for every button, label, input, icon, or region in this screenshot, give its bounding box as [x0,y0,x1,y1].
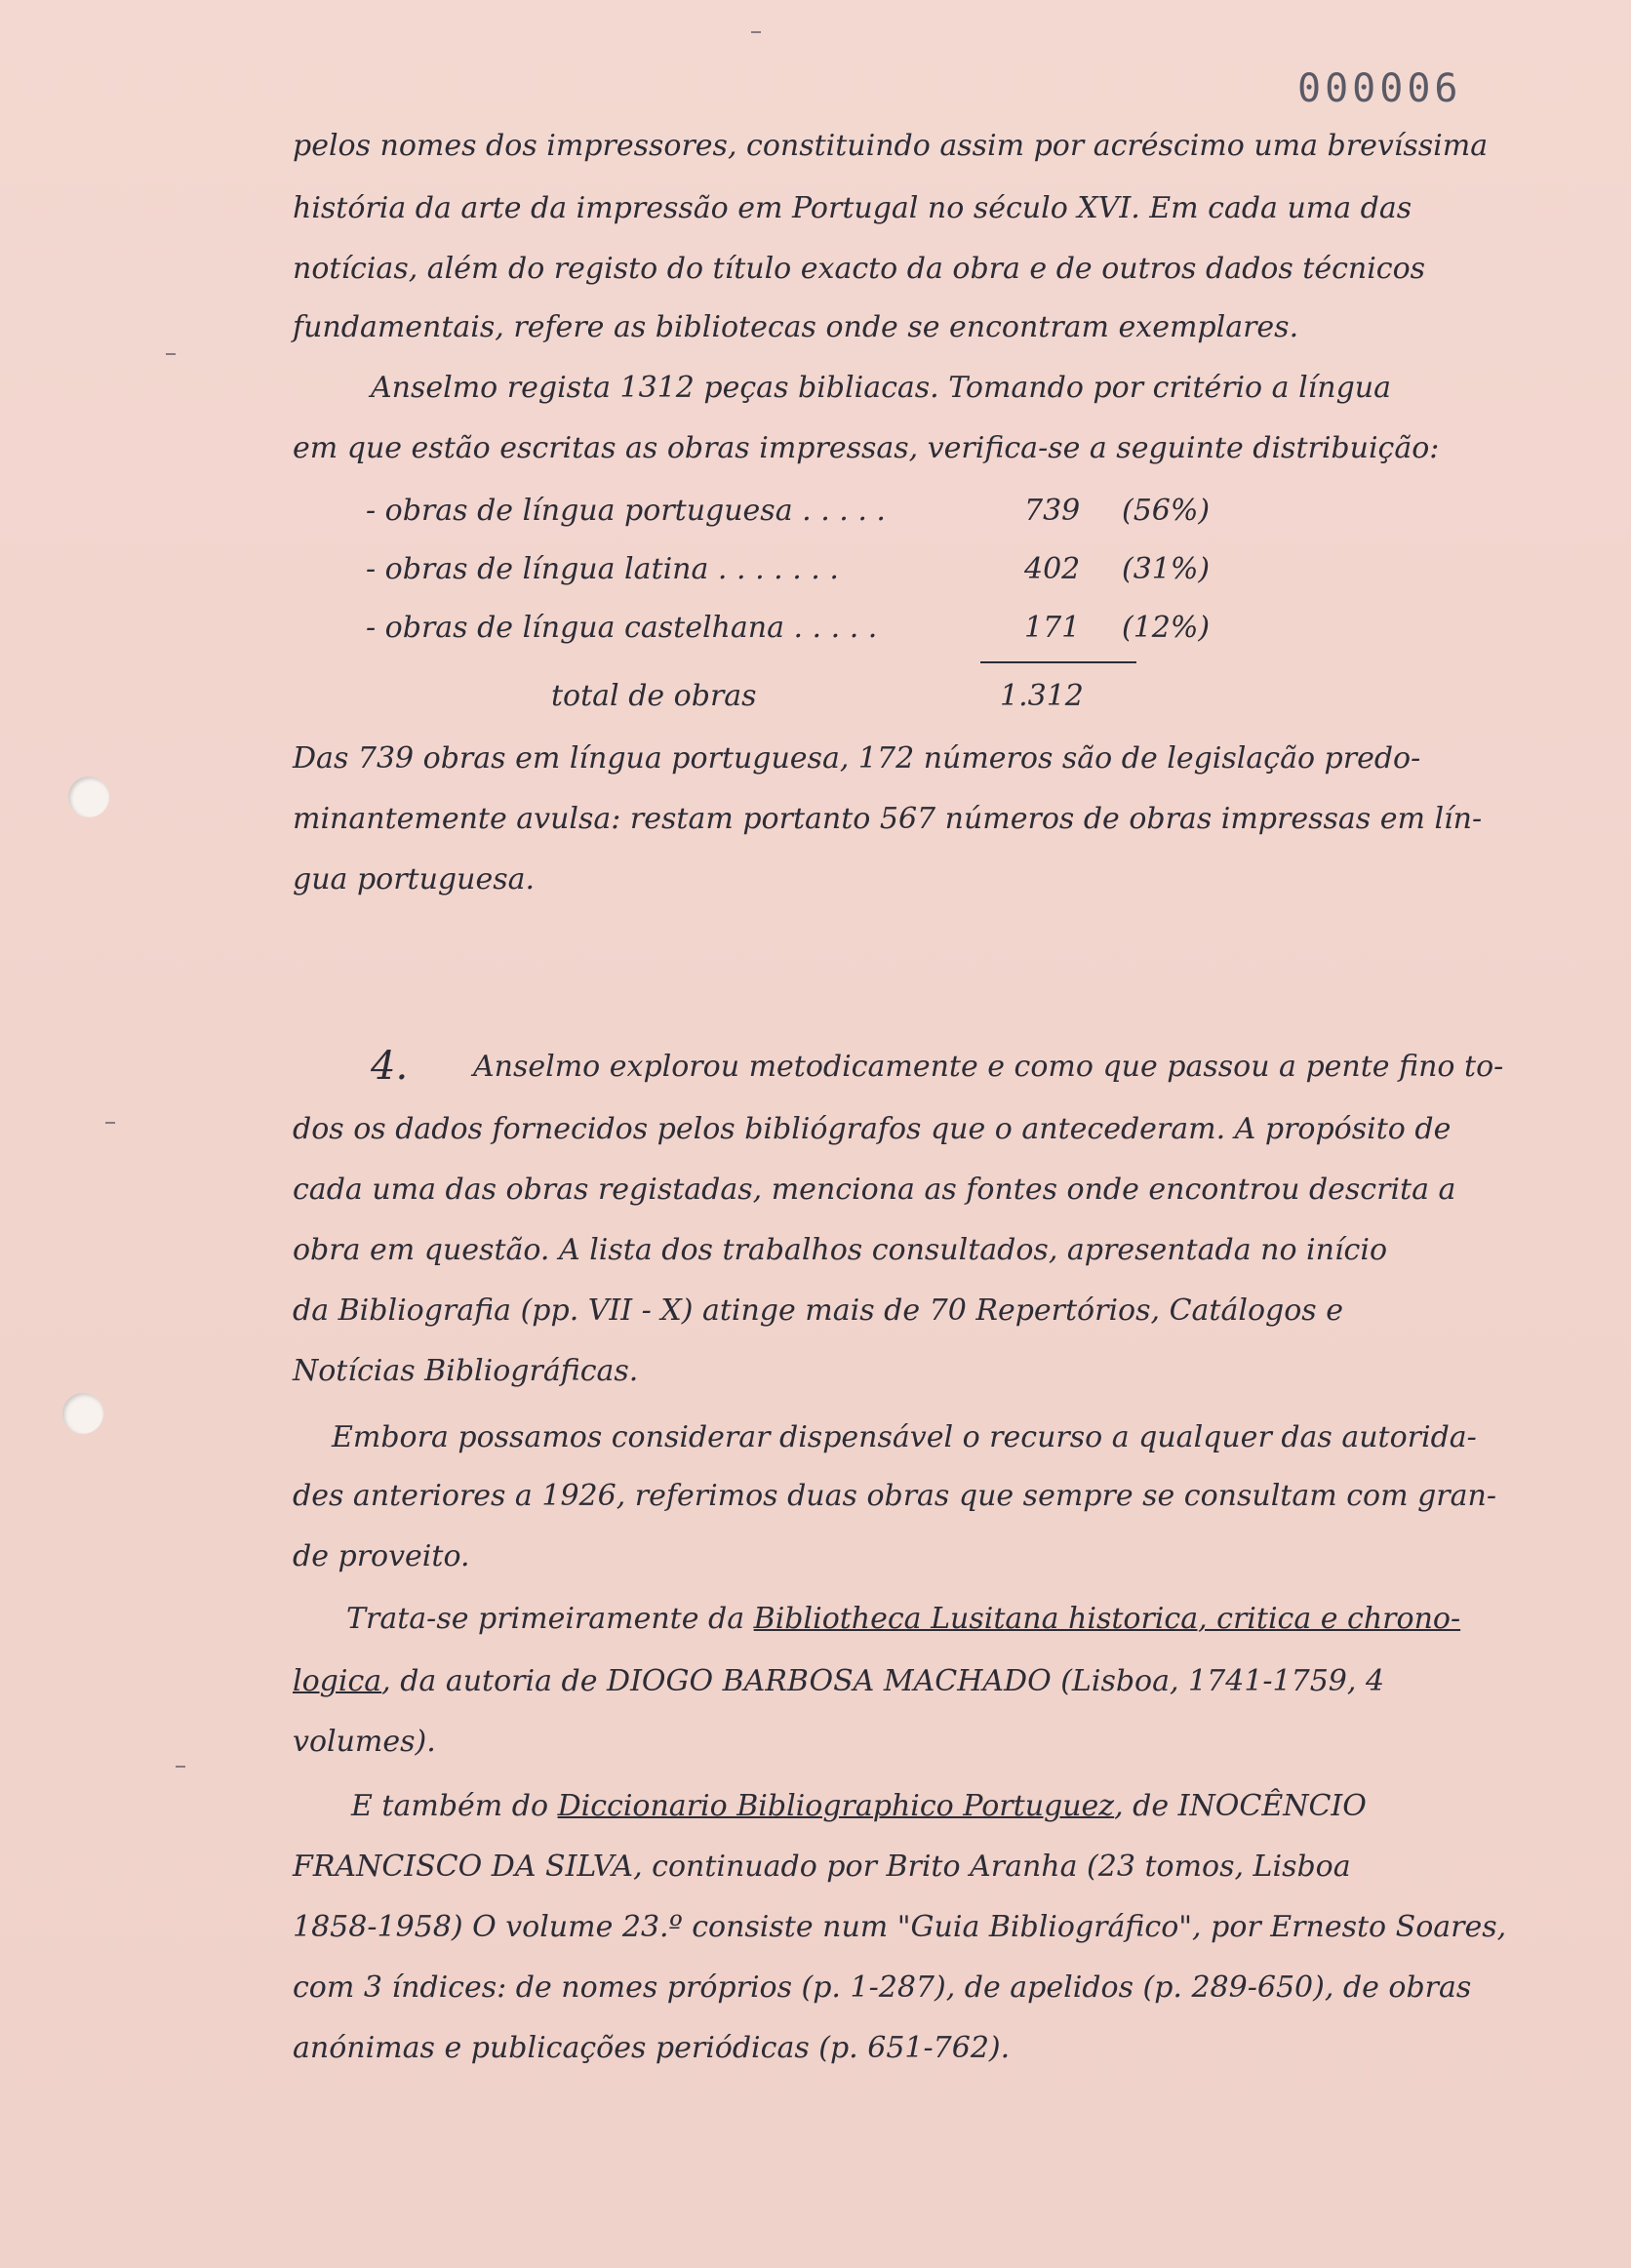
text-fragment: E também do [351,1789,558,1823]
text-line: história da arte da impressão em Portugal no século XVI. Em cada uma das [293,191,1412,225]
distribution-label: - obras de língua latina . . . . . . . [366,552,839,586]
text-line: 1858-1958) O volume 23.º consiste num "Guia Bibliográfico", por Ernesto Soares, [293,1910,1507,1944]
text-line: de proveito. [293,1539,470,1573]
distribution-label: - obras de língua portuguesa . . . . . [366,494,886,528]
text-line: obra em questão. A lista dos trabalhos consultados, apresentada no início [293,1233,1388,1267]
distribution-percent: (12%) [1122,611,1211,645]
distribution-count: 402 [1024,552,1081,586]
text-line: Notícias Bibliográficas. [293,1354,639,1388]
page-number: 000006 [1297,66,1462,111]
punch-hole-lower [62,1393,103,1434]
section-number: 4. [371,1044,409,1089]
text-line: gua portuguesa. [293,862,536,896]
text-line: da Bibliografia (pp. VII - X) atinge mais de 70 Repertórios, Catálogos e [293,1293,1343,1328]
text-line: com 3 índices: de nomes próprios (p. 1-287), de apelidos (p. 289-650), de obras [293,1970,1472,2005]
text-line: Anselmo regista 1312 peças bibliacas. Tomando por critério a língua [371,371,1392,405]
text-line: FRANCISCO DA SILVA, continuado por Brito Aranha (23 tomos, Lisboa [293,1850,1351,1884]
text-line: pelos nomes dos impressores, constituindo assim por acréscimo uma brevíssima [293,129,1489,163]
text-fragment: Trata-se primeiramente da [346,1602,754,1636]
distribution-count: 171 [1024,611,1081,645]
text-line: Das 739 obras em língua portuguesa, 172 números são de legislação predo- [293,741,1421,776]
text-line: dos os dados fornecidos pelos bibliógrafos que o antecederam. A propósito de [293,1112,1452,1146]
distribution-count: 739 [1024,494,1081,528]
text-line [346,1602,1460,1636]
sum-rule [980,661,1136,663]
book-title: logica [293,1664,382,1698]
total-count: 1.312 [1000,679,1084,713]
text-line: volumes). [293,1725,436,1759]
text-line: minantemente avulsa: restam portanto 567 números de obras impressas em lín- [293,802,1483,836]
text-line: cada uma das obras registadas, menciona as fontes onde encontrou descrita a [293,1173,1456,1207]
text-line: em que estão escritas as obras impressas, verifica-se a seguinte distribuição: [293,431,1440,465]
text-line: notícias, além do registo do título exacto da obra e de outros dados técnicos [293,252,1426,286]
page-mark [166,353,176,355]
distribution-percent: (31%) [1122,552,1211,586]
text-line [351,1789,1367,1823]
text-fragment: , da autoria de DIOGO BARBOSA MACHADO (Lisboa, 1741-1759, 4 [381,1664,1385,1698]
text-line: Embora possamos considerar dispensável o recurso a qualquer das autorida- [332,1420,1477,1454]
distribution-label: - obras de língua castelhana . . . . . [366,611,878,645]
text-fragment: , de INOCÊNCIO [1114,1789,1367,1823]
page-mark [176,1766,185,1768]
text-line: Anselmo explorou metodicamente e como que passou a pente fino to- [473,1050,1504,1084]
page-mark [105,1122,115,1124]
total-label: total de obras [551,679,757,713]
punch-hole-upper [68,776,109,817]
text-line: fundamentais, refere as bibliotecas onde se encontram exemplares. [293,310,1299,344]
book-title: Diccionario Bibliographico Portuguez [557,1789,1115,1823]
text-line: anónimas e publicações periódicas (p. 651-762). [293,2031,1011,2065]
distribution-percent: (56%) [1122,494,1211,528]
page-mark [751,31,761,33]
book-title: Bibliotheca Lusitana historica, critica e chrono- [753,1602,1461,1636]
text-line [293,1664,1384,1698]
text-line: des anteriores a 1926, referimos duas obras que sempre se consultam com gran- [293,1479,1496,1513]
